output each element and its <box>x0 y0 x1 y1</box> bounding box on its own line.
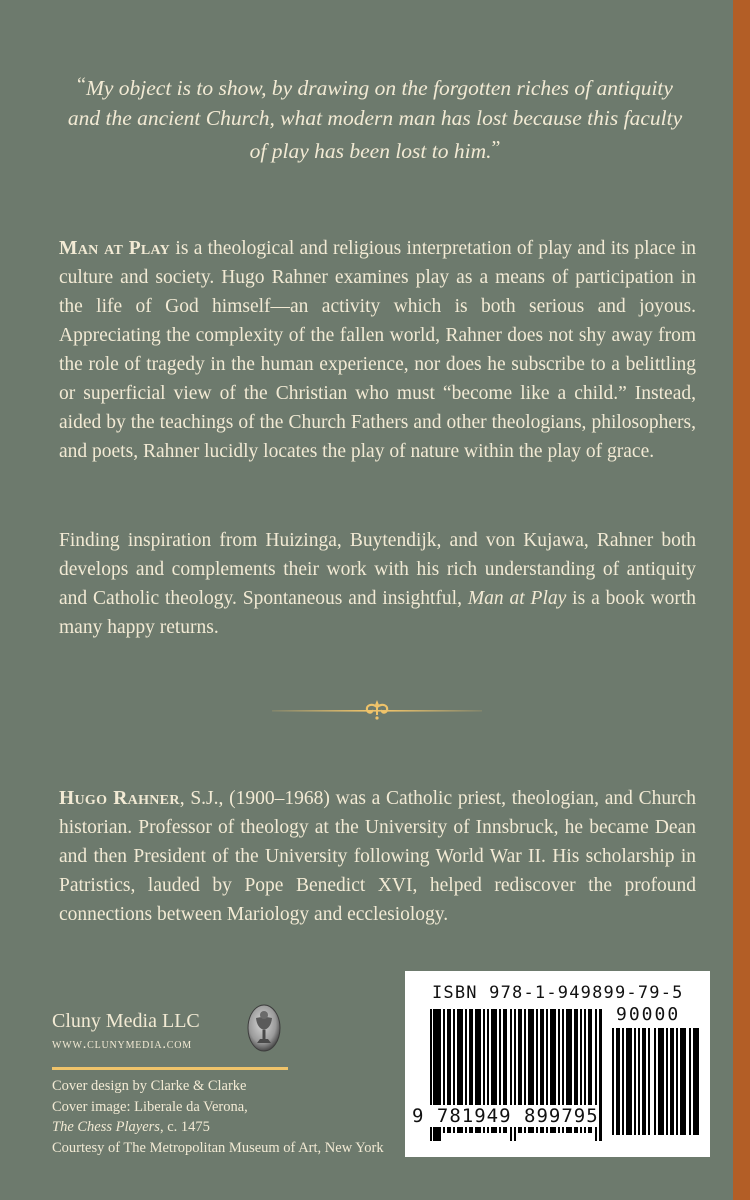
author-bio-text: (1900–1968) was a Catholic priest, theologian, and Church historian. Professor of theology at the University of Innsbruck, he became Dean and then President of the University following World War II. His scholarship in Patristics, lauded by Pope Benedict XVI, helped rediscover the profound connections between Mariology and ecclesiology. <box>59 788 697 925</box>
ean-digits <box>412 1105 599 1127</box>
publisher-block <box>52 1008 200 1054</box>
publisher-url[interactable]: www.clunymedia.com <box>52 1036 192 1052</box>
chalice-seal-icon <box>247 1004 281 1052</box>
price-code: 90000 <box>616 1004 681 1025</box>
credit-courtesy: Courtesy of The Metropolitan Museum of Art, New York <box>52 1139 384 1156</box>
book-title-smallcaps: Man at Play <box>59 238 171 259</box>
author-suffix: , S.J., <box>179 788 224 809</box>
credit-design: Cover design by Clarke & Clarke <box>52 1078 247 1094</box>
description-p2-text: Finding inspiration from Huizinga, Buytendijk, and von Kujawa, Rahner both develops and complements their work with his rich understanding of antiquity and Catholic theology. Spontaneous and insightful, <box>59 530 696 609</box>
cover-credits <box>52 1076 384 1158</box>
description-p2-end: is a book worth many happy returns. <box>59 588 696 638</box>
author-bio <box>59 784 696 929</box>
credit-image: Cover image: Liberale da Verona, <box>52 1098 248 1115</box>
quote-text: My object is to show, by drawing on the forgotten riches of antiquity and the ancient Church, what modern man has lost because this faculty of play has been lost to him. <box>67 76 683 163</box>
artwork-date: , c. 1475 <box>159 1119 210 1135</box>
fleuron-divider-icon <box>272 697 482 723</box>
credit-artwork <box>52 1117 384 1138</box>
book-spine-edge <box>733 0 750 1200</box>
artwork-title: The Chess Players <box>52 1119 160 1135</box>
isbn-barcode <box>405 971 710 1157</box>
gold-rule-divider <box>52 1067 288 1070</box>
description-p1-text: is a theological and religious interpretation of play and its place in culture and society. Hugo Rahner examines play as a means of participation in the life of God himself—an activity which is both serious and joyous. Appreciating the complexity of the fallen world, Rahner does not shy away from the role of tragedy in the human experience, nor does he subscribe to a belittling or superficial view of the Christian who must “become like a child.” Instead, aided by the teachings of the Church Fathers and other theologians, philosophers, and poets, Rahner lucidly locates the play of nature within the play of grace. <box>59 238 696 462</box>
ean-group-2: 899795 <box>524 1105 599 1127</box>
description-paragraph-1 <box>59 234 696 466</box>
close-quote-mark: ” <box>491 137 501 159</box>
description-paragraph-2 <box>59 526 696 642</box>
price-addon-bars <box>612 1028 700 1135</box>
ean-first-digit: 9 <box>412 1105 425 1127</box>
ean-group-1: 781949 <box>436 1105 512 1127</box>
publisher-name: Cluny Media LLC <box>52 1010 200 1032</box>
isbn-label: ISBN 978-1-949899-79-5 <box>432 983 684 1003</box>
author-name: Hugo Rahner <box>59 788 180 809</box>
book-title-italic: Man at Play <box>467 588 567 609</box>
epigraph-quote <box>60 70 690 166</box>
open-quote-mark: “ <box>77 74 86 96</box>
